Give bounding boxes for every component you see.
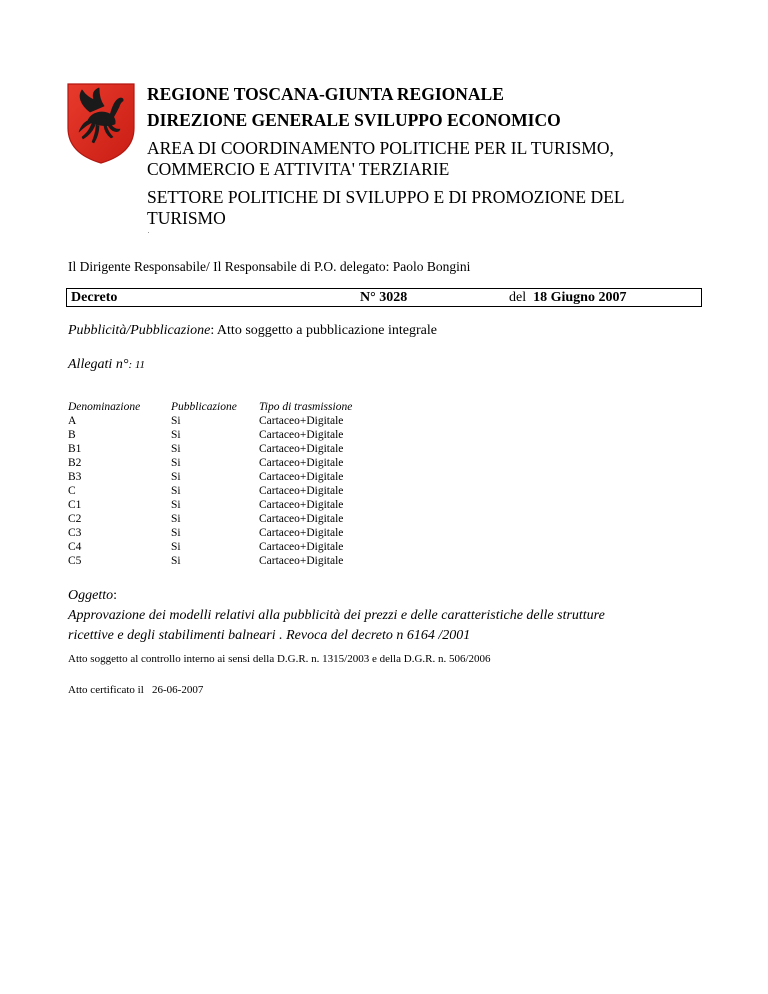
certificato-note: Atto certificato il 26-06-2007 (68, 684, 204, 696)
divider-dot (148, 232, 149, 233)
dirigente-line: Il Dirigente Responsabile/ Il Responsabile di P.O. delegato: Paolo Bongini (68, 259, 471, 274)
cell-pubblicazione: Si (171, 541, 181, 553)
cell-pubblicazione: Si (171, 499, 181, 511)
controllo-interno-note: Atto soggetto al controllo interno ai sensi della D.G.R. n. 1315/2003 e della D.G.R. n. 506/2006 (68, 653, 491, 665)
cell-pubblicazione: Si (171, 429, 181, 441)
table-row (66, 428, 356, 442)
cell-tipo-trasmissione: Cartaceo+Digitale (259, 513, 344, 525)
decreto-date-prefix: del (509, 290, 527, 305)
decreto-number: N° 3028 (360, 290, 408, 305)
table-header-row (66, 400, 356, 414)
pubblicita-label: Pubblicità/Pubblicazione (68, 323, 211, 338)
decreto-date-group (509, 290, 626, 306)
cell-denominazione: B (68, 429, 76, 441)
cell-tipo-trasmissione: Cartaceo+Digitale (259, 555, 344, 567)
region-title: REGIONE TOSCANA-GIUNTA REGIONALE (147, 84, 504, 104)
cell-denominazione: B1 (68, 443, 82, 455)
cell-denominazione: C5 (68, 555, 82, 567)
allegati-line (68, 357, 145, 373)
oggetto-block (68, 586, 718, 646)
allegati-table (66, 400, 356, 568)
header-block (147, 84, 707, 229)
cell-pubblicazione: Si (171, 555, 181, 567)
oggetto-heading (68, 586, 718, 606)
decreto-box (66, 288, 702, 307)
table-row (66, 526, 356, 540)
cell-denominazione: C4 (68, 541, 82, 553)
cell-denominazione: C1 (68, 499, 82, 511)
table-row (66, 512, 356, 526)
column-header-tipo-trasmissione: Tipo di trasmissione (259, 401, 353, 413)
column-header-denominazione: Denominazione (68, 401, 141, 413)
area-title-line-2: COMMERCIO E ATTIVITA' TERZIARIE (147, 159, 450, 179)
sector-title-line-1: SETTORE POLITICHE DI SVILUPPO E DI PROMOZIONE DEL (147, 187, 625, 207)
cell-pubblicazione: Si (171, 457, 181, 469)
pubblicita-line (68, 323, 437, 339)
table-row (66, 540, 356, 554)
cell-pubblicazione: Si (171, 485, 181, 497)
table-row (66, 456, 356, 470)
cell-pubblicazione: Si (171, 513, 181, 525)
table-row (66, 554, 356, 568)
regione-toscana-pegasus-emblem-icon (66, 82, 136, 164)
allegati-count: : 11 (128, 359, 146, 371)
cell-tipo-trasmissione: Cartaceo+Digitale (259, 527, 344, 539)
table-row (66, 498, 356, 512)
sector-title-line-2: TURISMO (147, 208, 226, 228)
cell-tipo-trasmissione: Cartaceo+Digitale (259, 485, 344, 497)
cell-pubblicazione: Si (171, 443, 181, 455)
oggetto-text-line-1: Approvazione dei modelli relativi alla pubblicità dei prezzi e delle caratteristiche delle strutture (68, 608, 605, 623)
cell-tipo-trasmissione: Cartaceo+Digitale (259, 541, 344, 553)
cell-tipo-trasmissione: Cartaceo+Digitale (259, 429, 344, 441)
cell-denominazione: B3 (68, 471, 82, 483)
directorate-title: DIREZIONE GENERALE SVILUPPO ECONOMICO (147, 110, 561, 130)
oggetto-label: Oggetto (68, 588, 114, 603)
cell-pubblicazione: Si (171, 415, 181, 427)
table-row (66, 442, 356, 456)
cell-pubblicazione: Si (171, 527, 181, 539)
table-row (66, 414, 356, 428)
table-row (66, 470, 356, 484)
cell-denominazione: C2 (68, 513, 82, 525)
cell-denominazione: B2 (68, 457, 82, 469)
pubblicita-value: : Atto soggetto a pubblicazione integrale (210, 323, 437, 338)
allegati-label: Allegati n° (68, 357, 129, 372)
decreto-label: Decreto (71, 290, 118, 305)
decreto-date: 18 Giugno 2007 (533, 290, 627, 305)
column-header-pubblicazione: Pubblicazione (171, 401, 237, 413)
cell-tipo-trasmissione: Cartaceo+Digitale (259, 499, 344, 511)
cell-tipo-trasmissione: Cartaceo+Digitale (259, 457, 344, 469)
cell-tipo-trasmissione: Cartaceo+Digitale (259, 471, 344, 483)
cell-pubblicazione: Si (171, 471, 181, 483)
cell-denominazione: C3 (68, 527, 82, 539)
table-row (66, 484, 356, 498)
cell-denominazione: A (68, 415, 77, 427)
cell-tipo-trasmissione: Cartaceo+Digitale (259, 443, 344, 455)
area-title-line-1: AREA DI COORDINAMENTO POLITICHE PER IL TURISMO, (147, 138, 614, 158)
oggetto-text-line-2: ricettive e degli stabilimenti balneari . Revoca del decreto n 6164 /2001 (68, 628, 471, 643)
cell-tipo-trasmissione: Cartaceo+Digitale (259, 415, 344, 427)
cell-denominazione: C (68, 485, 76, 497)
oggetto-colon: : (113, 588, 117, 603)
